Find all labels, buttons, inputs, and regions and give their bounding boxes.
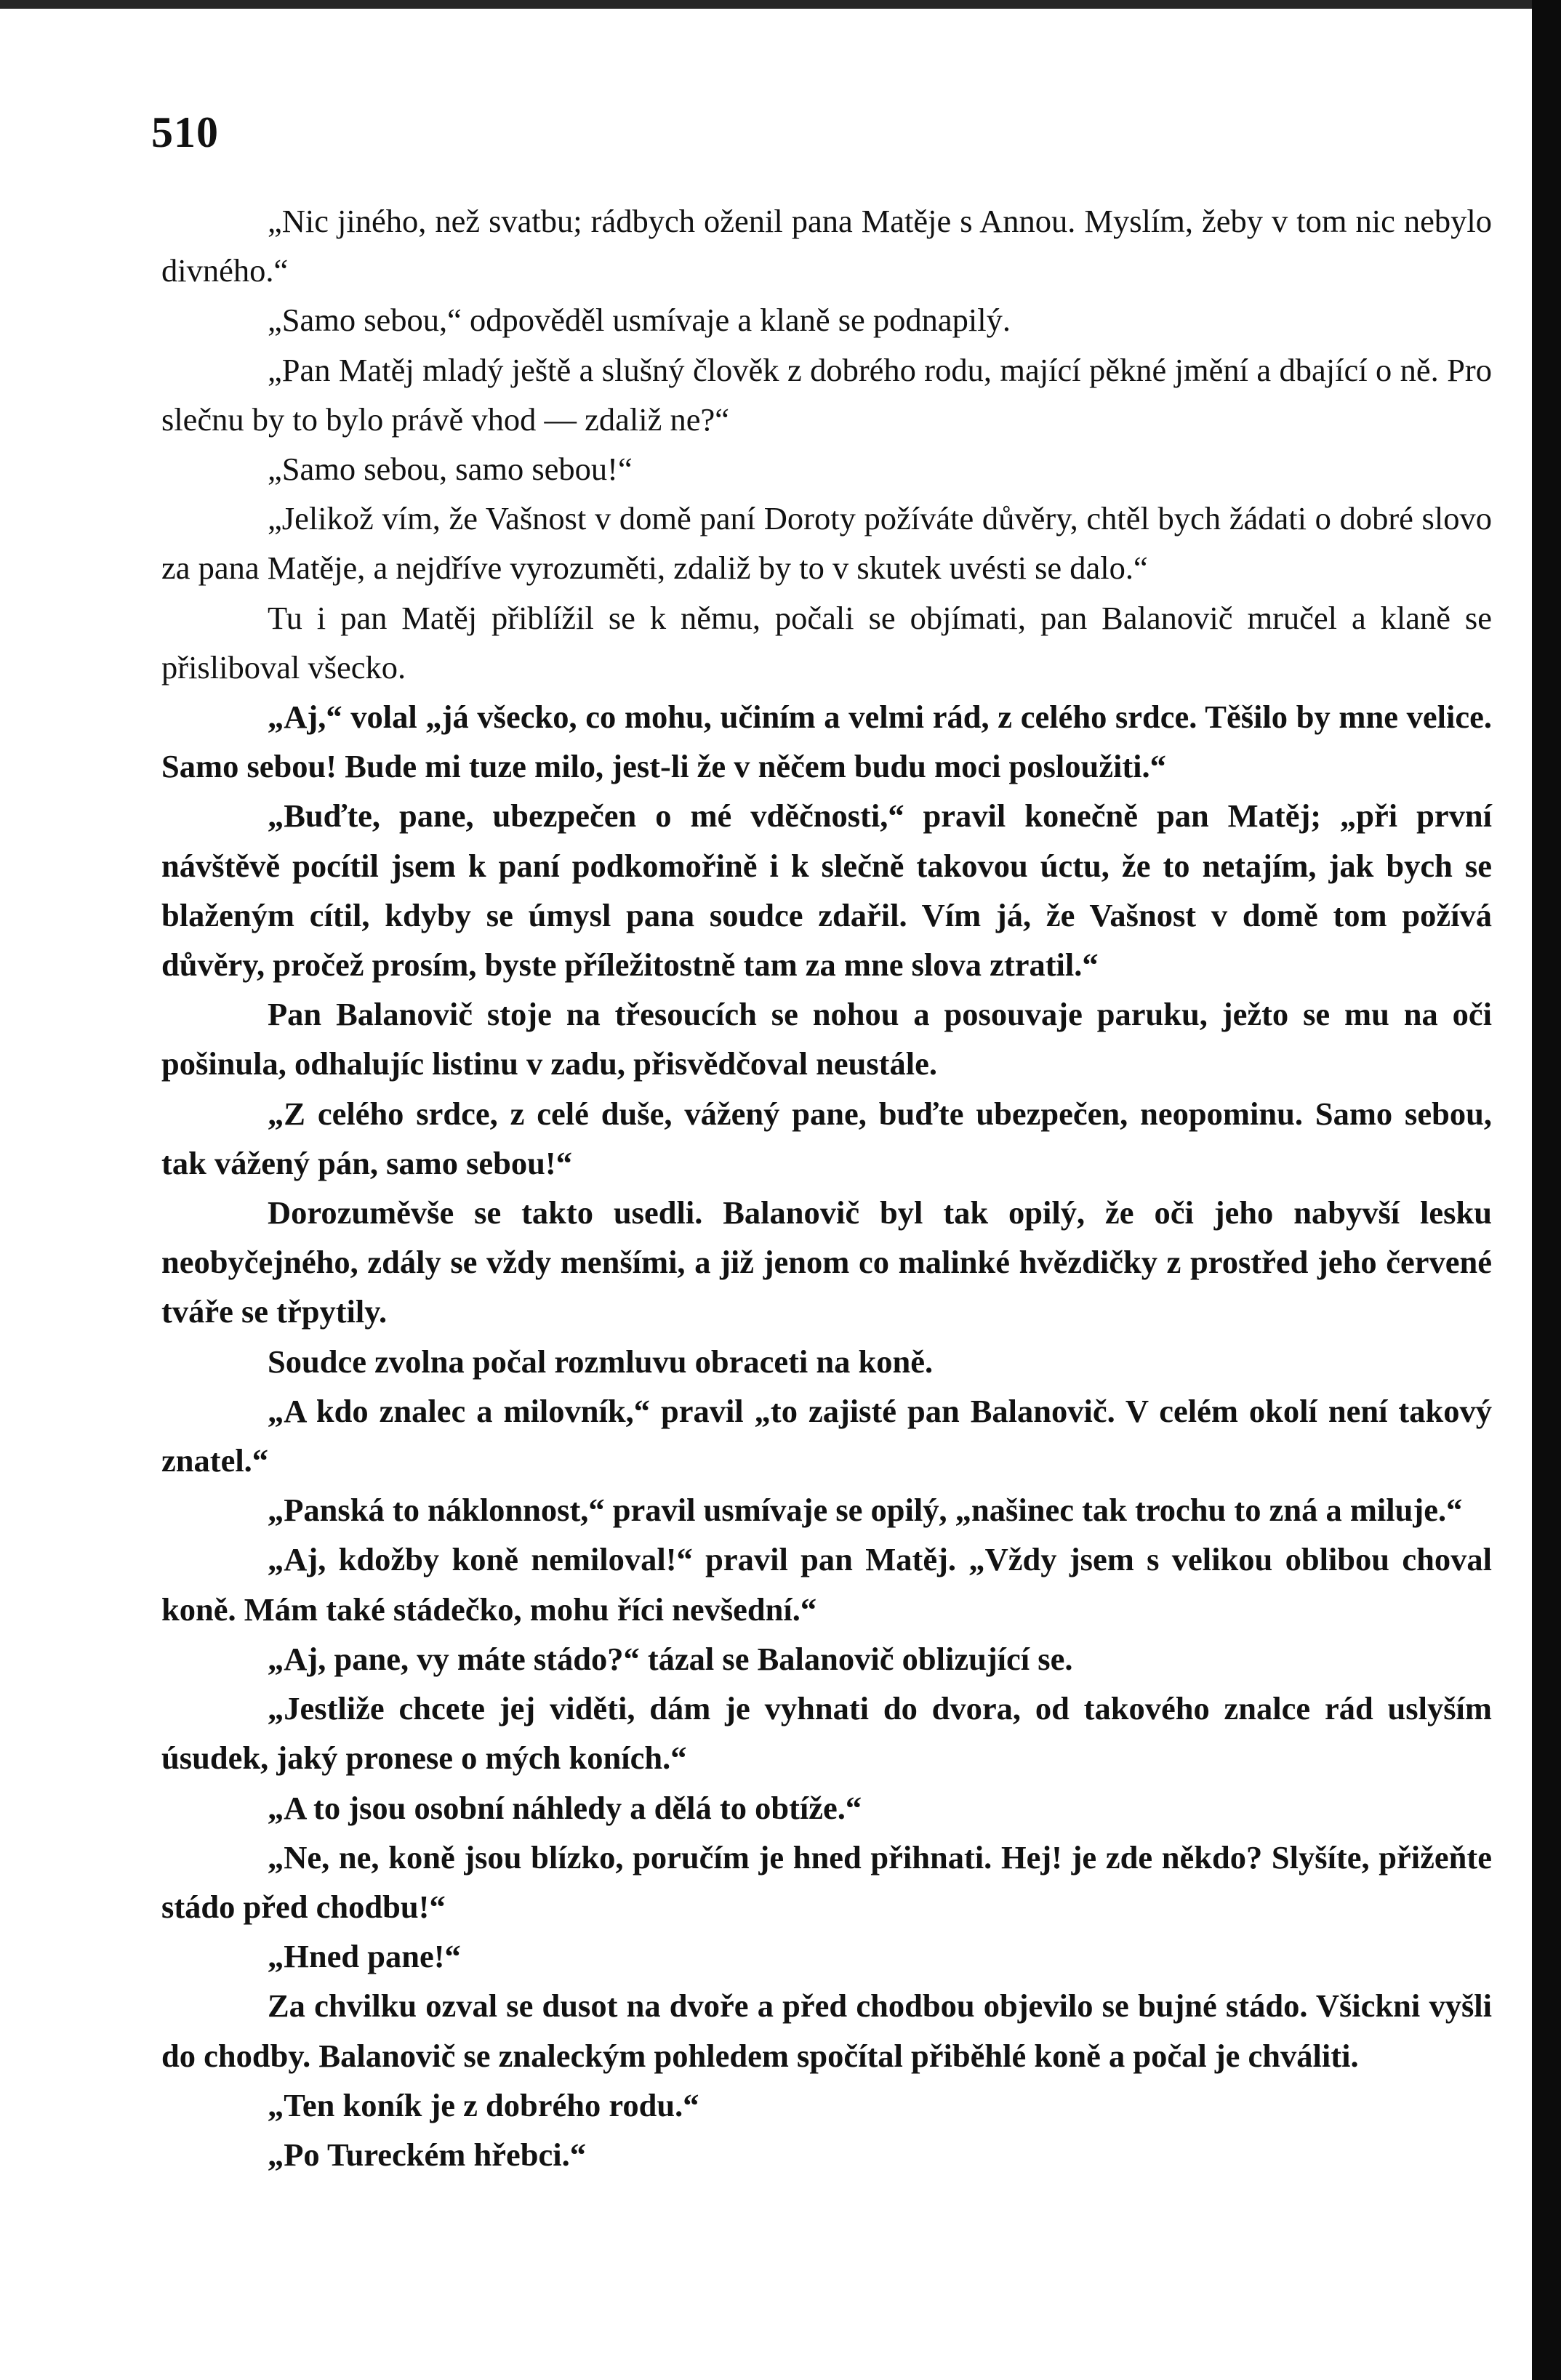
- scan-edge-right: [1532, 0, 1561, 2380]
- paragraph-6: Tu i pan Matěj přiblížil se k němu, počali se objímati, pan Balanovič mručel a klaně se přisliboval všecko.: [161, 599, 1492, 686]
- paragraph-13: „A kdo znalec a milovník,“ pravil „to zajisté pan Balanovič. V celém okolí není takový znatel.“: [161, 1392, 1492, 1479]
- paragraph-8: „Buďte, pane, ubezpečen o mé vděčnosti,“ pravil konečně pan Matěj; „při první návštěvě pocítil jsem k paní podkomořině i k slečně takovou úctu, že to netajím, jak bych se blaženým cítil, kdyby se úmysl pana soudce zdařil. Vím já, že Vašnost v domě tom požívá důvěry, pročež prosím, byste příležitostně tam za mne slova ztratil.“: [161, 797, 1492, 984]
- paragraph-15: „Aj, kdožby koně nemiloval!“ pravil pan Matěj. „Vždy jsem s velikou oblibou choval koně. Mám také stádečko, mohu říci nevšední.“: [161, 1541, 1492, 1628]
- paragraph-14: „Panská to náklonnost,“ pravil usmívaje se opilý, „našinec tak trochu to zná a miluje.“: [268, 1492, 1463, 1529]
- paragraph-11: Dorozuměvše se takto usedli. Balanovič byl tak opilý, že oči jeho nabyvší lesku neobyčejného, zdály se vždy menšími, a již jenom co malinké hvězdičky z prostřed jeho červené tváře se třpytily.: [161, 1194, 1492, 1330]
- paragraph-17: „Jestliže chcete jej viděti, dám je vyhnati do dvora, od takového znalce rád uslyším úsudek, jaký pronese o mých koních.“: [161, 1690, 1492, 1777]
- paragraph-3: „Pan Matěj mladý ještě a slušný člověk z dobrého rodu, mající pěkné jmění a dbající o ně. Pro slečnu by to bylo právě vhod — zdaliž ne?“: [161, 351, 1492, 438]
- paragraph-7: „Aj,“ volal „já všecko, co mohu, učiním a velmi rád, z celého srdce. Těšilo by mne velice. Samo sebou! Bude mi tuze milo, jest-li že v něčem budu moci posloužiti.“: [161, 699, 1492, 785]
- paragraph-19: „Ne, ne, koně jsou blízko, poručím je hned přihnati. Hej! je zde někdo? Slyšíte, přižeňte stádo před chodbu!“: [161, 1838, 1492, 1925]
- paragraph-12: Soudce zvolna počal rozmluvu obraceti na koně.: [268, 1343, 934, 1380]
- paragraph-20: „Hned pane!“: [268, 1938, 461, 1975]
- paragraph-5: „Jelikož vím, že Vašnost v domě paní Doroty požíváte důvěry, chtěl bych žádati o dobré slovo za pana Matěje, a nejdříve vyrozuměti, zdaliž by to v skutek uvésti se dalo.“: [161, 500, 1492, 587]
- paragraph-18: „A to jsou osobní náhledy a dělá to obtíže.“: [268, 1789, 862, 1826]
- paragraph-22: „Ten koník je z dobrého rodu.“: [268, 2086, 699, 2123]
- scan-edge-top: [0, 0, 1561, 9]
- paragraph-4: „Samo sebou, samo sebou!“: [268, 451, 633, 488]
- paragraph-1: „Nic jiného, než svatbu; rádbych oženil pana Matěje s Annou. Myslím, žeby v tom nic nebylo divného.“: [161, 203, 1492, 289]
- paragraph-21: Za chvilku ozval se dusot na dvoře a před chodbou objevilo se bujné stádo. Všickni vyšli do chodby. Balanovič se znaleckým pohledem spočítal přiběhlé koně a počal je chváliti.: [161, 1987, 1492, 2074]
- paragraph-16: „Aj, pane, vy máte stádo?“ tázal se Balanovič oblizující se.: [268, 1640, 1073, 1677]
- paragraph-2: „Samo sebou,“ odpověděl usmívaje a klaně se podnapilý.: [268, 302, 1011, 339]
- page-number: 510: [151, 108, 219, 156]
- paragraph-10: „Z celého srdce, z celé duše, vážený pane, buďte ubezpečen, neopominu. Samo sebou, tak vážený pán, samo sebou!“: [161, 1095, 1492, 1181]
- body-text: [161, 196, 1492, 2179]
- paragraph-23: „Po Tureckém hřebci.“: [268, 2136, 586, 2173]
- paragraph-9: Pan Balanovič stoje na třesoucích se nohou a posouvaje paruku, ježto se mu na oči pošinula, odhalujíc listinu v zadu, přisvědčoval neustále.: [161, 996, 1492, 1082]
